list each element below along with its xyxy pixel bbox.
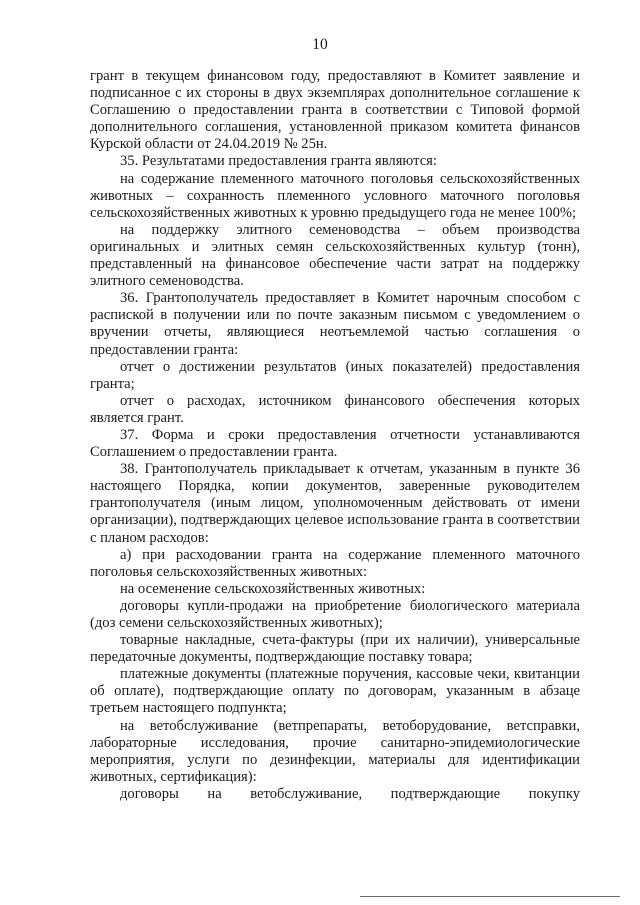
document-body	[90, 68, 580, 803]
paragraph-report-expenses: отчет о расходах, источником финансового обеспечения которых является грант.	[90, 392, 580, 426]
paragraph-insemination: на осеменение сельскохозяйственных животных:	[120, 580, 426, 597]
paragraph-item-36: 36. Грантополучатель предоставляет в Комитет нарочным способом с распиской в получении или по почте заказным письмом с уведомлением о вручении отчеты, являющиеся неотъемлемой частью соглашения о предоставлении гранта:	[90, 290, 580, 358]
paragraph-result-livestock: на содержание племенного маточного поголовья сельскохозяйственных животных – сохранность племенного условного маточного поголовья сельскохозяйственных животных к уровню предыдущего года не менее 100%;	[90, 170, 580, 221]
paragraph-result-seeds: на поддержку элитного семеноводства – объем производства оригинальных и элитных семян сельскохозяйственных культур (тонн), представленный на финансовое обеспечение части затрат на поддержку элитного семеноводства.	[90, 221, 580, 290]
paragraph-report-results: отчет о достижении результатов (иных показателей) предоставления гранта;	[90, 358, 580, 392]
paragraph-subitem-a: а) при расходовании гранта на содержание племенного маточного поголовья сельскохозяйственных животных:	[90, 546, 580, 580]
page-number: 10	[312, 36, 328, 53]
paragraph-vet-service: на ветобслуживание (ветпрепараты, ветоборудование, ветсправки, лабораторные исследования, прочие санитарно-эпидемиологические мероприятия, услуги по дезинфекции, материалы для идентификации животных, сертификация):	[90, 717, 580, 785]
paragraph-continuation: грант в текущем финансовом году, предоставляют в Комитет заявление и подписанное с их стороны в двух экземплярах дополнительное соглашение к Соглашению о предоставлении гранта в соответствии с Типовой формой дополнительного соглашения, установленной приказом комитета финансов Курской области от 24.04.2019 № 25н.	[90, 68, 580, 153]
paragraph-item-38: 38. Грантополучатель прикладывает к отчетам, указанным в пункте 36 настоящего Порядка, копии документов, заверенные руководителем грантополучателя (иным лицом, уполномоченным действовать от имени организации), подтверждающих целевое использование гранта в соответствии с планом расходов:	[90, 461, 580, 546]
paragraph-item-37: 37. Форма и сроки предоставления отчетности устанавливаются Соглашением о предоставлении гранта.	[90, 426, 580, 461]
paragraph-invoices: товарные накладные, счета-фактуры (при их наличии), универсальные передаточные документы, подтверждающие поставку товара;	[90, 632, 580, 666]
paragraph-payment-documents: платежные документы (платежные поручения, кассовые чеки, квитанции об оплате), подтверждающие оплату по договорам, указанным в абзаце третьем настоящего подпункта;	[90, 666, 580, 717]
paragraph-sale-contracts: договоры купли-продажи на приобретение биологического материала (доз семени сельскохозяйственных животных);	[90, 597, 580, 631]
bottom-rule	[360, 896, 620, 897]
paragraph-vet-contracts: договоры на ветобслуживание, подтверждающие покупку	[120, 785, 580, 802]
paragraph-item-35: 35. Результатами предоставления гранта являются:	[120, 153, 437, 170]
